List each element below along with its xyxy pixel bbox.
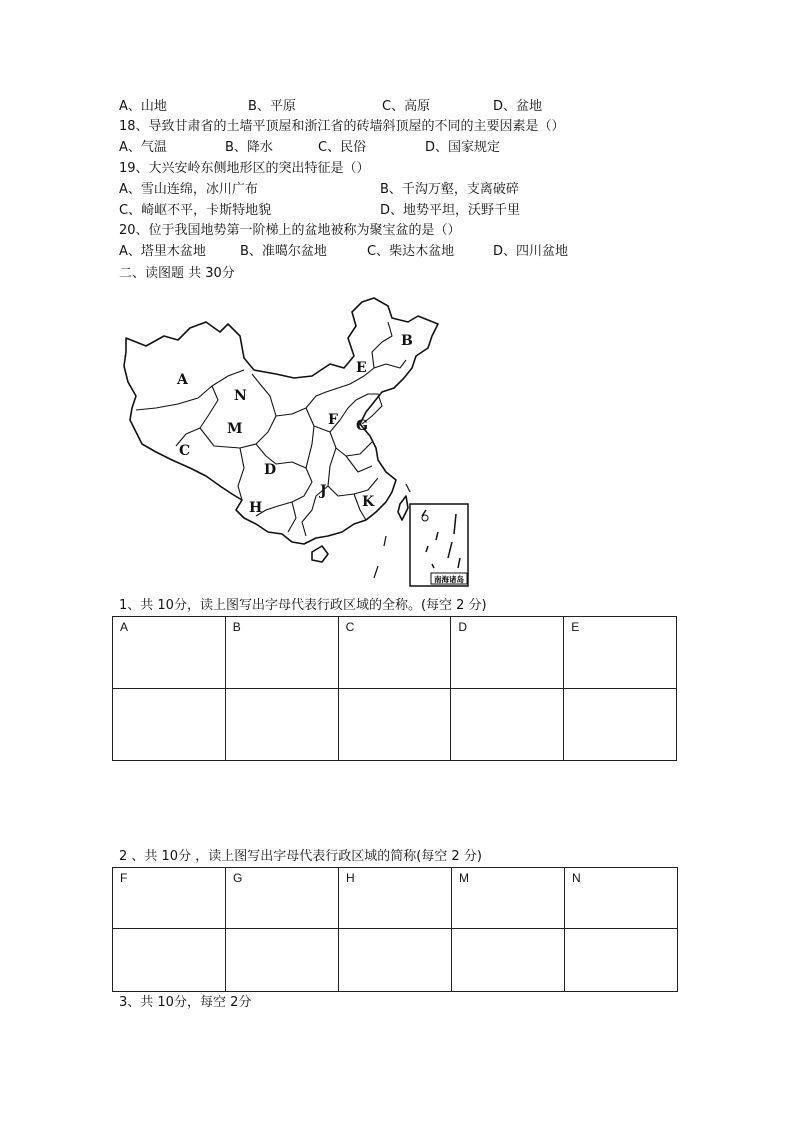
q18-option-b: B、降水 bbox=[225, 140, 273, 155]
task-2-header-f: F bbox=[113, 868, 226, 929]
map-label-j: J bbox=[320, 483, 327, 499]
q17-option-d: D、盆地 bbox=[493, 99, 543, 114]
task-2-answer-cell[interactable] bbox=[113, 929, 226, 992]
task-1-answer-cell[interactable] bbox=[113, 689, 226, 761]
task-2-header-g: G bbox=[226, 868, 339, 929]
task-1-title: 1、共 10分，读上图写出字母代表行政区域的全称。(每空 2 分) bbox=[119, 598, 487, 613]
task-1-header-c: C bbox=[338, 617, 451, 689]
map-label-n: N bbox=[234, 388, 247, 404]
q20-option-a: A、塔里木盆地 bbox=[119, 244, 206, 259]
task-1-header-a: A bbox=[113, 617, 226, 689]
q19-option-d: D、地势平坦，沃野千里 bbox=[380, 203, 521, 218]
taiwan-island bbox=[398, 496, 408, 520]
task-2-header-m: M bbox=[452, 868, 565, 929]
q20-stem: 20、位于我国地势第一阶梯上的盆地被称为聚宝盆的是（） bbox=[119, 223, 461, 238]
task-2-answer-cell[interactable] bbox=[452, 929, 565, 992]
task-1-header-d: D bbox=[451, 617, 564, 689]
task-2-answer-table bbox=[112, 867, 678, 992]
map-label-h: H bbox=[249, 500, 263, 516]
task-1-answer-cell[interactable] bbox=[338, 689, 451, 761]
task-1-answer-table bbox=[112, 616, 677, 761]
q19-option-c: C、崎岖不平，卡斯特地貌 bbox=[119, 203, 272, 218]
q19-stem: 19、大兴安岭东侧地形区的突出特征是（） bbox=[119, 161, 370, 176]
q18-option-d: D、国家规定 bbox=[425, 140, 501, 155]
task-1-header-b: B bbox=[225, 617, 338, 689]
hainan-island bbox=[312, 546, 328, 562]
task-1-answer-cell[interactable] bbox=[564, 689, 677, 761]
map-label-f: F bbox=[328, 412, 338, 428]
south-china-sea-inset bbox=[410, 504, 468, 586]
q17-option-c: C、高原 bbox=[382, 99, 431, 114]
q17-option-b: B、平原 bbox=[248, 99, 296, 114]
map-label-d: D bbox=[264, 462, 277, 478]
inset-label: 南海诸岛 bbox=[434, 575, 464, 584]
map-label-e: E bbox=[356, 360, 367, 376]
task-2-answer-cell[interactable] bbox=[565, 929, 678, 992]
china-province-map bbox=[116, 296, 476, 591]
q20-option-c: C、柴达木盆地 bbox=[367, 244, 455, 259]
task-2-title: 2 、共 10分 ，读上图写出字母代表行政区域的简称(每空 2 分) bbox=[119, 849, 482, 864]
task-2-answer-cell[interactable] bbox=[226, 929, 339, 992]
task-2-answer-cell[interactable] bbox=[339, 929, 452, 992]
section-2-title: 二、读图题 共 30分 bbox=[119, 266, 235, 281]
map-label-a: A bbox=[177, 372, 188, 388]
task-2-header-n: N bbox=[565, 868, 678, 929]
q17-option-a: A、山地 bbox=[119, 99, 167, 114]
map-label-m: M bbox=[227, 421, 243, 437]
q18-option-c: C、民俗 bbox=[318, 140, 367, 155]
map-label-k: K bbox=[362, 494, 375, 510]
q18-option-a: A、气温 bbox=[119, 140, 167, 155]
task-1-header-e: E bbox=[564, 617, 677, 689]
q20-option-b: B、准噶尔盆地 bbox=[240, 244, 327, 259]
map-label-g: G bbox=[356, 418, 368, 434]
task-1-answer-cell[interactable] bbox=[225, 689, 338, 761]
q18-stem: 18、导致甘肃省的土墙平顶屋和浙江省的砖墙斜顶屋的不同的主要因素是（） bbox=[119, 119, 565, 134]
task-1-answer-cell[interactable] bbox=[451, 689, 564, 761]
q19-option-a: A、雪山连绵，冰川广布 bbox=[119, 182, 258, 197]
map-label-c: C bbox=[179, 443, 191, 459]
china-outline bbox=[124, 298, 438, 544]
map-label-b: B bbox=[401, 333, 413, 349]
task-2-header-h: H bbox=[339, 868, 452, 929]
q20-option-d: D、四川盆地 bbox=[493, 244, 569, 259]
q19-option-b: B、千沟万壑，支离破碎 bbox=[380, 182, 519, 197]
task-3-title: 3、共 10分，每空 2分 bbox=[119, 995, 252, 1010]
